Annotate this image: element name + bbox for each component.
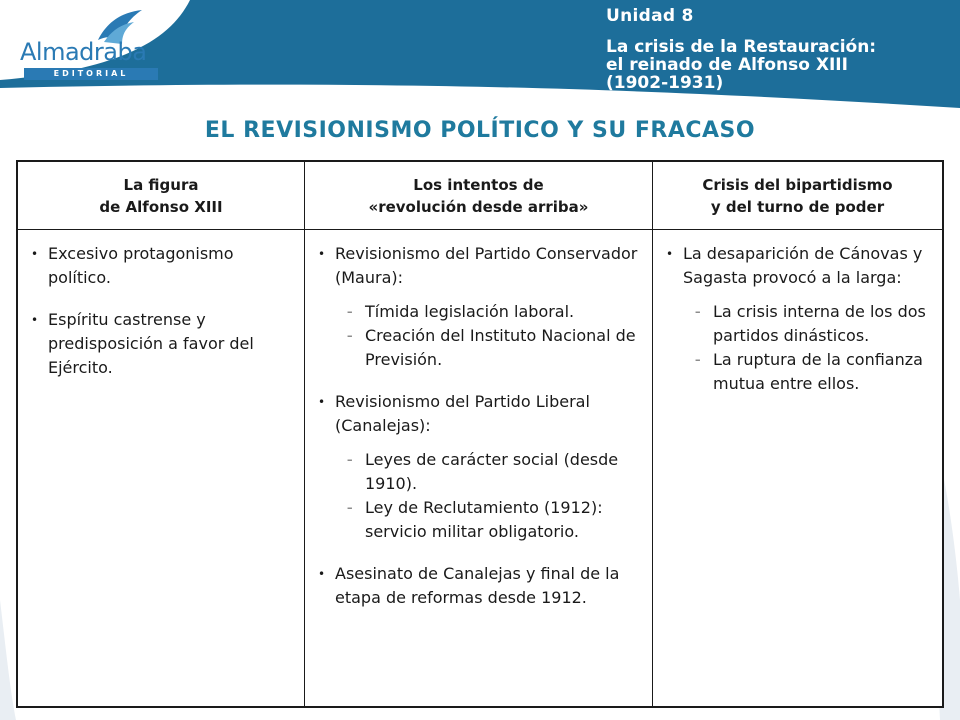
sub-item: – Tímida legislación laboral. [335,300,642,324]
column-body-1 [18,230,305,706]
bullet-item [315,242,642,372]
bullet-item: • Asesinato de Canalejas y final de la etapa de reformas desde 1912. [315,562,642,610]
sub-item: – La ruptura de la confianza mutua entre ellos. [683,348,932,396]
sub-item: – Creación del Instituto Nacional de Previsión. [335,324,642,372]
bullet-list [663,242,932,396]
left-decor-band [0,600,16,720]
sub-item: – La crisis interna de los dos partidos dinásticos. [683,300,932,348]
unit-title-line: (1902-1931) [606,73,724,93]
bullet-list [28,242,294,380]
unit-title-line: el reinado de Alfonso XIII [606,55,848,75]
bullet-item: • Espíritu castrense y predisposición a favor del Ejército. [28,308,294,380]
bullet-text: La desaparición de Cánovas y Sagasta provocó a la larga: [683,244,923,287]
publisher-logo [10,8,170,78]
bullet-text: Revisionismo del Partido Conservador (Maura): [335,244,638,287]
column-header-line: «revolución desde arriba» [368,197,589,216]
sub-list [683,300,932,396]
column-body-3 [653,230,942,706]
logo-subtitle: EDITORIAL [24,68,158,80]
column-header-line: y del turno de poder [710,197,885,216]
sub-item: – Ley de Reclutamiento (1912): servicio militar obligatorio. [335,496,642,544]
column-header-line: Los intentos de [413,175,544,194]
bullet-text: Revisionismo del Partido Liberal (Canalejas): [335,392,590,435]
logo-wordmark: Almadraba [20,38,147,66]
column-body-2 [305,230,653,706]
sub-item: – Leyes de carácter social (desde 1910). [335,448,642,496]
bullet-list [315,242,642,610]
column-header-line: Crisis del bipartidismo [702,175,893,194]
unit-label: Unidad 8 [606,6,694,26]
column-header-line: La figura [123,175,199,194]
summary-table [16,160,944,708]
sub-list [335,300,642,372]
bullet-item [315,390,642,544]
unit-header [606,6,946,92]
bullet-item: • Excesivo protagonismo político. [28,242,294,290]
column-header-1 [18,162,305,230]
unit-title [606,38,946,92]
column-header-2 [305,162,653,230]
sub-list [335,448,642,544]
bullet-item [663,242,932,396]
column-header-line: de Alfonso XIII [99,197,223,216]
column-header-3 [653,162,942,230]
unit-title-line: La crisis de la Restauración: [606,37,877,57]
page-title: EL REVISIONISMO POLÍTICO Y SU FRACASO [204,118,756,143]
